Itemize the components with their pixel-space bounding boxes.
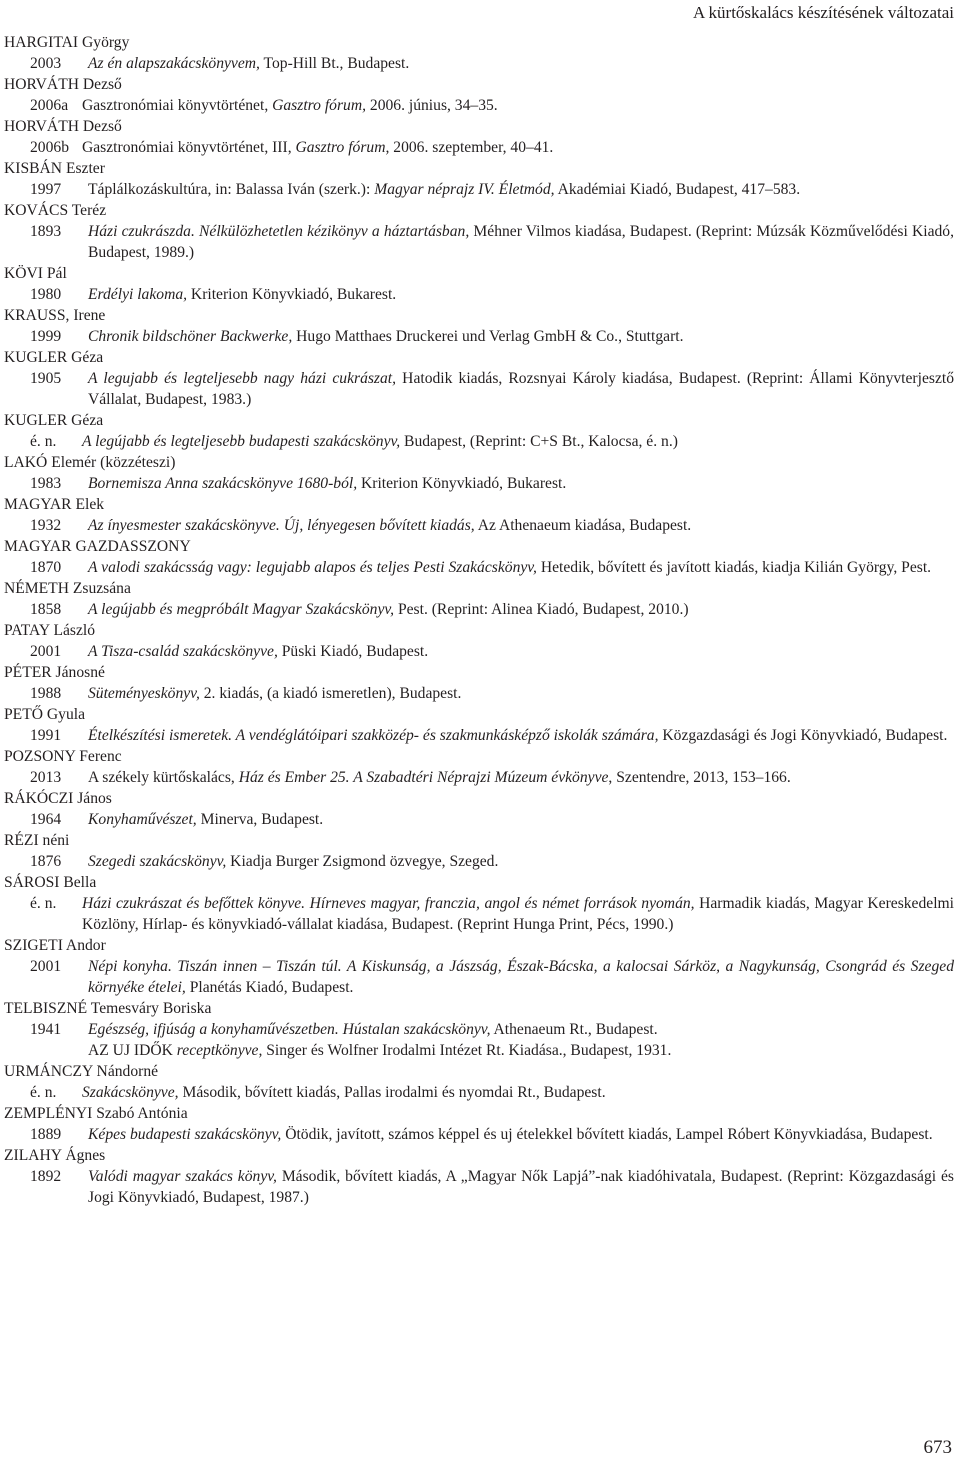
reference-author: KÖVI Pál [4, 265, 67, 282]
reference-title: Szakácskönyve, [82, 1084, 179, 1101]
reference-text [88, 956, 954, 998]
reference-entry [4, 347, 954, 410]
reference-detail: Második, bővített kiadás, Pallas irodalmi és nyomdai Rt., Budapest. [178, 1084, 606, 1101]
reference-text [88, 641, 954, 662]
reference-item [4, 1166, 954, 1208]
reference-title: A legujabb és legteljesebb nagy házi cukrászat, [88, 370, 397, 387]
reference-title: Bornemisza Anna szakácskönyve 1680-ból, [88, 475, 358, 492]
reference-text [88, 1166, 954, 1208]
reference-year: 2006a [30, 97, 69, 114]
reference-year: é. n. [30, 895, 57, 912]
reference-entry [4, 536, 954, 578]
reference-title: A valodi szakácsság vagy: legujabb alapos és teljes Pesti Szakácskönyv, [88, 559, 537, 576]
reference-text [82, 431, 954, 452]
reference-year [4, 1040, 88, 1061]
reference-detail: Az Athenaeum kiadása, Budapest. [474, 517, 692, 534]
reference-author: SZIGETI Andor [4, 937, 106, 954]
reference-author: POZSONY Ferenc [4, 748, 122, 765]
reference-entry [4, 410, 954, 452]
reference-detail: AZ UJ IDŐK [88, 1042, 177, 1059]
reference-detail: , Szentendre, 2013, 153–166. [608, 769, 791, 786]
reference-entry [4, 263, 954, 305]
reference-detail: Hetedik, bővített és javított kiadás, kiadja Kilián György, Pest. [536, 559, 932, 576]
reference-author: KUGLER Géza [4, 349, 104, 366]
reference-text [88, 599, 954, 620]
reference-author: HARGITAI György [4, 34, 130, 51]
reference-text [88, 725, 954, 746]
reference-entry [4, 1145, 954, 1208]
reference-title: Az én alapszakácskönyvem, [88, 55, 260, 72]
reference-entry [4, 662, 954, 704]
reference-item [4, 1124, 954, 1145]
reference-title: Valódi magyar szakács könyv, [88, 1168, 277, 1185]
reference-detail: Ötödik, javított, számos képpel és uj ételekkel bővített kiadás, Lampel Róbert Könyvkiadása, Budapest. [281, 1126, 933, 1143]
reference-text [88, 53, 954, 74]
reference-detail: Hugo Matthaes Druckerei und Verlag GmbH & Co., Stuttgart. [292, 328, 684, 345]
reference-author: KOVÁCS Teréz [4, 202, 107, 219]
reference-detail: Budapest, (Reprint: C+S Bt., Kalocsa, é. n.) [400, 433, 678, 450]
reference-entry [4, 872, 954, 935]
reference-entry [4, 32, 954, 74]
reference-year: 1870 [30, 559, 62, 576]
reference-detail: Kiadja Burger Zsigmond özvegye, Szeged. [226, 853, 499, 870]
reference-item [4, 1082, 954, 1103]
reference-year: 1980 [30, 286, 62, 303]
reference-title: Szegedi szakácskönyv, [88, 853, 227, 870]
reference-text [82, 137, 954, 158]
reference-author: SÁROSI Bella [4, 874, 97, 891]
reference-detail: Pest. (Reprint: Alinea Kiadó, Budapest, 2010.) [394, 601, 689, 618]
reference-detail: Singer és Wolfner Irodalmi Intézet Rt. Kiadása., Budapest, 1931. [262, 1042, 672, 1059]
reference-item [4, 809, 954, 830]
reference-title: Egészség, ifjúság a konyhaművészetben. Hústalan szakácskönyv, [88, 1021, 491, 1038]
reference-item [4, 179, 954, 200]
reference-item [4, 431, 954, 452]
reference-entry [4, 578, 954, 620]
reference-list [4, 32, 954, 1208]
reference-year: 2006b [30, 139, 69, 156]
reference-item [4, 767, 954, 788]
reference-author: ZILAHY Ágnes [4, 1147, 106, 1164]
reference-detail: Gasztronómiai könyvtörténet, III, [82, 139, 296, 156]
reference-item [4, 473, 954, 494]
reference-text [88, 515, 954, 536]
reference-author: NÉMETH Zsuzsána [4, 580, 131, 597]
reference-entry [4, 200, 954, 263]
reference-entry [4, 1103, 954, 1145]
reference-detail: A székely kürtőskalács, [88, 769, 239, 786]
reference-year: 1889 [30, 1126, 62, 1143]
reference-detail: Méhner Vilmos kiadása, Budapest. (Reprint: Múzsák Közművelődési Kiadó, Budapest, 1989.) [88, 223, 954, 261]
reference-title: A legújabb és megpróbált Magyar Szakácskönyv, [88, 601, 395, 618]
reference-text [82, 1082, 954, 1103]
reference-detail: Kriterion Könyvkiadó, Bukarest. [357, 475, 567, 492]
running-header: A kürtőskalács készítésének változatai [692, 3, 954, 22]
reference-text [82, 893, 954, 935]
reference-year: é. n. [30, 1084, 57, 1101]
reference-year: 2013 [30, 769, 62, 786]
reference-entry [4, 116, 954, 158]
reference-title: Ház és Ember 25. A Szabadtéri Néprajzi Múzeum évkönyve [238, 769, 609, 786]
reference-year: 2001 [30, 958, 62, 975]
reference-text [88, 809, 954, 830]
reference-detail: 2006. június, 34–35. [366, 97, 498, 114]
reference-author: HORVÁTH Dezső [4, 118, 122, 135]
reference-text [88, 851, 954, 872]
reference-item [4, 557, 954, 578]
reference-year: 1858 [30, 601, 62, 618]
reference-detail: Kriterion Könyvkiadó, Bukarest. [187, 286, 397, 303]
reference-item [4, 137, 954, 158]
reference-text [88, 1040, 954, 1061]
reference-year: 1893 [30, 223, 62, 240]
reference-entry [4, 746, 954, 788]
reference-year: 1988 [30, 685, 62, 702]
reference-detail: Táplálkozáskultúra, in: Balassa Iván (szerk.): [88, 181, 375, 198]
reference-entry [4, 1061, 954, 1103]
reference-author: KISBÁN Eszter [4, 160, 105, 177]
page-number: 673 [923, 1437, 952, 1458]
reference-entry [4, 494, 954, 536]
reference-author: MAGYAR GAZDASSZONY [4, 538, 191, 555]
reference-author: RÁKÓCZI János [4, 790, 112, 807]
reference-detail: Planétás Kiadó, Budapest. [185, 979, 354, 996]
reference-entry [4, 74, 954, 116]
reference-item [4, 326, 954, 347]
reference-text [88, 179, 954, 200]
reference-text [88, 683, 954, 704]
reference-title: receptkönyve, [176, 1042, 263, 1059]
reference-text [88, 1019, 954, 1040]
reference-author: MAGYAR Elek [4, 496, 105, 513]
reference-title: Magyar néprajz IV. Életmód, [374, 181, 555, 198]
reference-detail: Második, bővített kiadás, A „Magyar Nők Lapjá”-nak kiadóhivatala, Budapest. (Reprint: Közgazdasági és Jogi Könyvkiadó, Budapest, 1987.) [88, 1168, 954, 1206]
reference-detail: Püski Kiadó, Budapest. [277, 643, 429, 660]
reference-author: PETŐ Gyula [4, 706, 85, 723]
reference-entry [4, 935, 954, 998]
reference-author: PÉTER Jánosné [4, 664, 105, 681]
reference-text [88, 1124, 954, 1145]
reference-title: Erdélyi lakoma, [88, 286, 188, 303]
reference-entry [4, 452, 954, 494]
reference-text [88, 767, 954, 788]
reference-detail: Harmadik kiadás, Magyar Kereskedelmi Közlöny, Hírlap- és könyvkiadó-vállalat kiadása, Budapest. (Reprint Hunga Print, Pécs, 1990.) [82, 895, 954, 933]
reference-item [4, 368, 954, 410]
reference-author: PATAY László [4, 622, 96, 639]
reference-title: Képes budapesti szakácskönyv, [88, 1126, 282, 1143]
reference-year: 1999 [30, 328, 62, 345]
reference-item [4, 1040, 954, 1061]
reference-text [88, 284, 954, 305]
reference-title: Házi czukrászda. Nélkülözhetetlen kézikönyv a háztartásban, [88, 223, 470, 240]
reference-text [82, 95, 954, 116]
reference-entry [4, 830, 954, 872]
reference-entry [4, 704, 954, 746]
reference-detail: Gasztronómiai könyvtörténet, [82, 97, 273, 114]
reference-detail: Közgazdasági és Jogi Könyvkiadó, Budapest. [658, 727, 948, 744]
reference-detail: 2. kiadás, (a kiadó ismeretlen), Budapest. [199, 685, 462, 702]
reference-entry [4, 620, 954, 662]
reference-title: Konyhaművészet, [88, 811, 197, 828]
reference-title: Chronik bildschöner Backwerke, [88, 328, 293, 345]
reference-author: RÉZI néni [4, 832, 70, 849]
reference-item [4, 725, 954, 746]
reference-detail: Minerva, Budapest. [196, 811, 324, 828]
reference-title: Az ínyesmester szakácskönyve. Új, lényegesen bővített kiadás, [88, 517, 475, 534]
reference-item [4, 95, 954, 116]
reference-title: Népi konyha. Tiszán innen – Tiszán túl. A Kiskunság, a Jászság, Észak-Bácska, a kalocsai Sárköz, a Nagykunság, Csongrád és Szeged környéke ételei, [88, 958, 954, 996]
reference-entry [4, 788, 954, 830]
reference-entry [4, 305, 954, 347]
reference-year: 1892 [30, 1168, 62, 1185]
reference-year: é. n. [30, 433, 57, 450]
reference-item [4, 221, 954, 263]
reference-year: 1964 [30, 811, 62, 828]
reference-text [88, 368, 954, 410]
reference-item [4, 893, 954, 935]
reference-item [4, 53, 954, 74]
reference-detail: Top-Hill Bt., Budapest. [259, 55, 410, 72]
reference-item [4, 1019, 954, 1040]
reference-item [4, 683, 954, 704]
reference-year: 1983 [30, 475, 62, 492]
reference-year: 1905 [30, 370, 62, 387]
reference-title: Ételkészítési ismeretek. A vendéglátóipari szakközép- és szakmunkásképző iskolák számára, [88, 727, 659, 744]
reference-title: A Tisza-család szakácskönyve, [88, 643, 278, 660]
reference-author: KUGLER Géza [4, 412, 104, 429]
reference-author: TELBISZNÉ Temesváry Boriska [4, 1000, 212, 1017]
reference-author: ZEMPLÉNYI Szabó Antónia [4, 1105, 188, 1122]
reference-text [88, 557, 954, 578]
reference-detail: Hatodik kiadás, Rozsnyai Károly kiadása, Budapest. (Reprint: Állami Könyvterjesztő Vállalat, Budapest, 1983.) [88, 370, 954, 408]
reference-text [88, 326, 954, 347]
reference-author: KRAUSS, Irene [4, 307, 106, 324]
reference-year: 1991 [30, 727, 62, 744]
reference-author: URMÁNCZY Nándorné [4, 1063, 159, 1080]
reference-year: 2001 [30, 643, 62, 660]
reference-item [4, 641, 954, 662]
reference-item [4, 284, 954, 305]
reference-title: Gasztro fórum, [295, 139, 390, 156]
reference-item [4, 599, 954, 620]
reference-title: Házi czukrászat és befőttek könyve. Hírneves magyar, franczia, angol és német források nyomán, [82, 895, 695, 912]
reference-year: 1876 [30, 853, 62, 870]
reference-author: LAKÓ Elemér (közzéteszi) [4, 454, 176, 471]
reference-year: 2003 [30, 55, 62, 72]
reference-item [4, 515, 954, 536]
reference-text [88, 221, 954, 263]
reference-detail: 2006. szeptember, 40–41. [389, 139, 554, 156]
reference-text [88, 473, 954, 494]
reference-author: HORVÁTH Dezső [4, 76, 122, 93]
reference-entry [4, 998, 954, 1061]
reference-year: 1941 [30, 1021, 62, 1038]
reference-year: 1932 [30, 517, 62, 534]
reference-item [4, 851, 954, 872]
reference-title: Gasztro fórum, [272, 97, 366, 114]
reference-detail: Akadémiai Kiadó, Budapest, 417–583. [554, 181, 801, 198]
reference-year: 1997 [30, 181, 62, 198]
reference-detail: Athenaeum Rt., Budapest. [490, 1021, 658, 1038]
reference-title: Süteményeskönyv, [88, 685, 200, 702]
reference-title: A legújabb és legteljesebb budapesti szakácskönyv, [82, 433, 401, 450]
reference-item [4, 956, 954, 998]
reference-entry [4, 158, 954, 200]
